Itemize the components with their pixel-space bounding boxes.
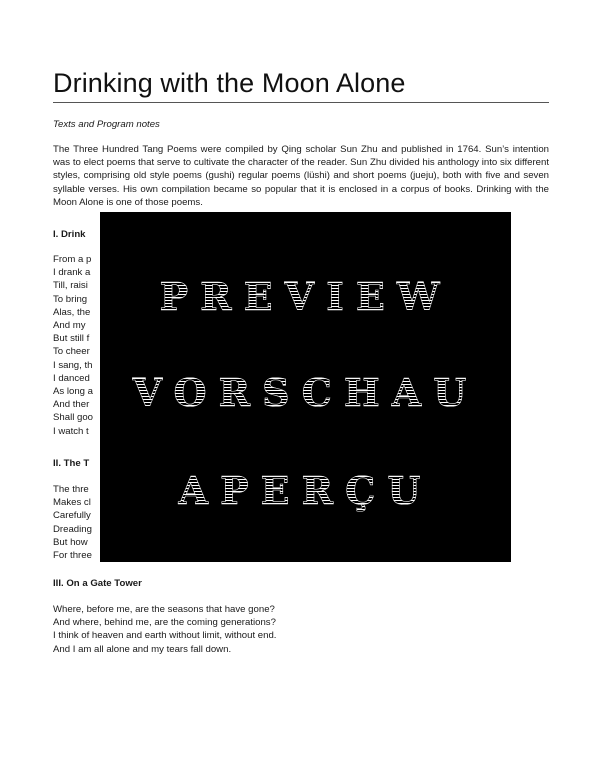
poem-line: Makes cl bbox=[53, 497, 91, 509]
poem-line: The thre bbox=[53, 484, 89, 495]
poem-line: Where, before me, are the seasons that have gone? bbox=[53, 604, 275, 615]
intro-paragraph: The Three Hundred Tang Poems were compiled by Qing scholar Sun Zhu and published in 1764. Sun’s intention was to elect poems that serve to cultivate the character of the reader. Sun Zhu divided his anthology into six different styles, comprising old style poems (gushi) regular poems (lüshi) and short poems (jueju), both with five and seven syllable verses. His own compilation became so popular that it is enclosed in a corpus of books. Drinking with the Moon Alone is one of those poems. bbox=[53, 144, 549, 208]
poem-line: I sang, th bbox=[53, 359, 93, 371]
title-divider bbox=[53, 102, 549, 103]
poem-line: As long a bbox=[53, 386, 94, 398]
poem-line: And my bbox=[53, 320, 86, 332]
poem-line: And where, behind me, are the coming generations? bbox=[53, 617, 276, 629]
poem-line: Alas, the bbox=[53, 306, 91, 318]
section-heading-3: III. On a Gate Tower bbox=[53, 578, 142, 589]
preview-watermark-overlay bbox=[100, 212, 511, 562]
poem-line: But how bbox=[53, 536, 88, 548]
poem-line: I danced bbox=[53, 372, 90, 384]
poem-line: Dreading bbox=[53, 523, 92, 535]
poem-line: Till, raisi bbox=[53, 280, 88, 292]
poem-line: Shall goo bbox=[53, 412, 94, 424]
page-title: Drinking with the Moon Alone bbox=[53, 68, 406, 98]
poem-line: From a p bbox=[53, 254, 92, 265]
section-heading-2: II. The T bbox=[53, 458, 90, 469]
watermark-word: VORSCHAU bbox=[100, 370, 511, 415]
poem-line: And I am all alone and my tears fall down. bbox=[53, 643, 232, 655]
poem-line: Carefully bbox=[53, 510, 91, 522]
subtitle: Texts and Program notes bbox=[53, 119, 160, 130]
poem-lines-2 bbox=[53, 483, 92, 562]
poem-line: To bring bbox=[53, 293, 88, 305]
watermark-word: PREVIEW bbox=[100, 274, 511, 319]
watermark-word: APERÇU bbox=[100, 468, 511, 513]
poem-lines-3 bbox=[53, 603, 276, 656]
poem-line: I watch t bbox=[53, 425, 89, 437]
poem-line: I think of heaven and earth without limit, without end. bbox=[53, 630, 277, 642]
poem-lines-1 bbox=[53, 253, 93, 438]
poem-line: I drank a bbox=[53, 267, 91, 279]
section-heading-1: I. Drink bbox=[53, 229, 86, 240]
poem-line: For three bbox=[53, 550, 92, 562]
poem-line: To cheer bbox=[53, 346, 90, 358]
poem-line: But still f bbox=[53, 333, 90, 345]
poem-line: And ther bbox=[53, 399, 90, 411]
